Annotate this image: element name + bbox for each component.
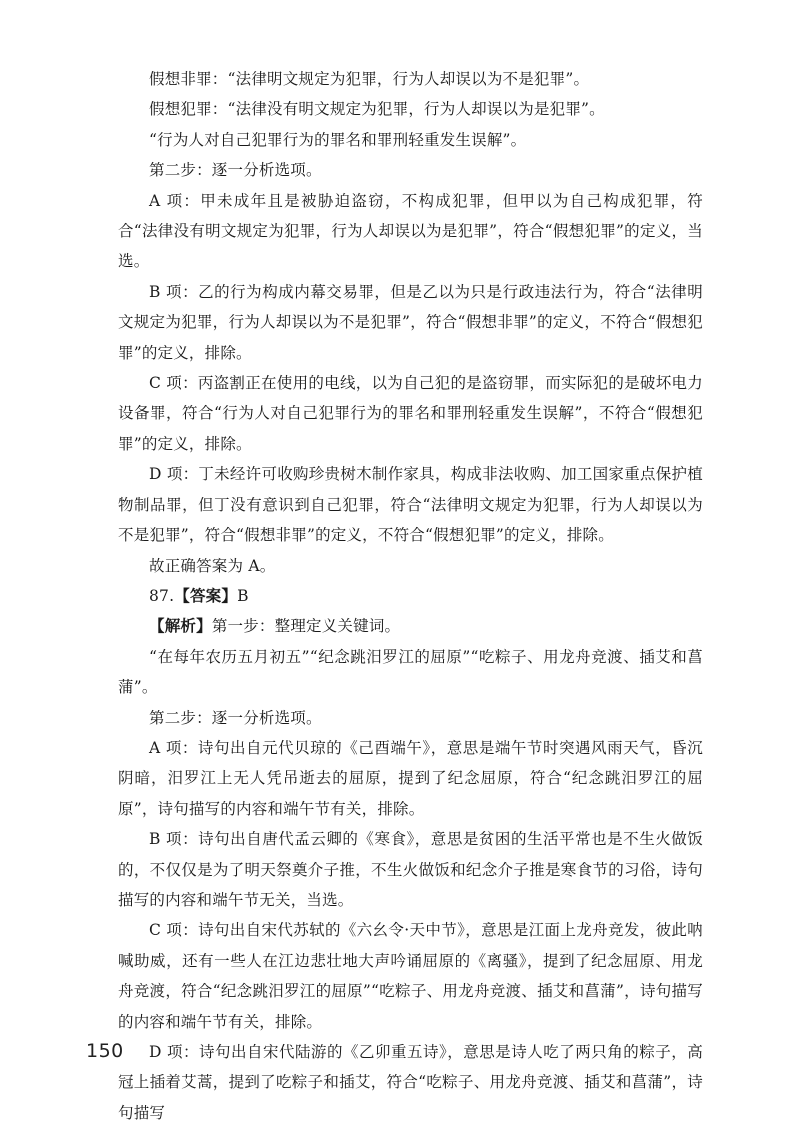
- paragraph: B 项：乙的行为构成内幕交易罪，但是乙以为只是行政违法行为，符合“法律明文规定为犯罪，行为人却误以为不是犯罪”，符合“假想非罪”的定义，不符合“假想犯罪”的定义，排除。: [118, 282, 703, 362]
- paragraph: 假想非罪：“法律明文规定为犯罪，行为人却误以为不是犯罪”。: [149, 70, 590, 88]
- paragraph: 第二步：逐一分析选项。: [149, 161, 322, 180]
- paragraph: D 项：诗句出自宋代陆游的《乙卯重五诗》，意思是诗人吃了两只角的粽子，高冠上插着艾蒿，提到了吃粽子和插艾，符合“吃粽子、用龙舟竞渡、插艾和菖蒲”，诗句描写: [118, 1043, 703, 1122]
- analysis-text: 第一步：整理定义关键词。: [211, 617, 401, 636]
- question-number: 87.: [149, 586, 175, 605]
- answer-line: [118, 581, 703, 611]
- paragraph: 故正确答案为 A。: [149, 556, 276, 575]
- paragraph: A 项：诗句出自元代贝琼的《己酉端午》，意思是端午节时突遇风雨天气，昏沉阴暗，汨罗江上无人凭吊逝去的屈原，提到了纪念屈原，符合“纪念跳汨罗江的屈原”，诗句描写的内容和端午节有关，排除。: [118, 738, 703, 818]
- analysis-line: [118, 611, 703, 641]
- paragraph: A 项：甲未成年且是被胁迫盗窃，不构成犯罪，但甲以为自己构成犯罪，符合“法律没有明文规定为犯罪，行为人却误以为是犯罪”，符合“假想犯罪”的定义，当选。: [118, 191, 703, 271]
- paragraph: D 项：丁未经许可收购珍贵树木制作家具，构成非法收购、加工国家重点保护植物制品罪，但丁没有意识到自己犯罪，符合“法律明文规定为犯罪，行为人却误以为不是犯罪”，符合“假想非罪”的定义，不符合“假想犯罪”的定义，排除。: [118, 465, 703, 545]
- paragraph: “行为人对自己犯罪行为的罪名和罪刑轻重发生误解”。: [149, 130, 527, 149]
- page-number: 150: [86, 1040, 124, 1062]
- paragraph: B 项：诗句出自唐代孟云卿的《寒食》，意思是贫困的生活平常也是不生火做饭的，不仅仅是为了明天祭奠介子推，不生火做饭和纪念介子推是寒食节的习俗，诗句描写的内容和端午节无关，当选。: [118, 830, 703, 909]
- page-body: [118, 64, 703, 1128]
- analysis-label: 【解析】: [149, 617, 212, 636]
- paragraph: C 项：丙盗割正在使用的电线，以为自己犯的是盗窃罪，而实际犯的是破坏电力设备罪，符合“行为人对自己犯罪行为的罪名和罪刑轻重发生误解”，不符合“假想犯罪”的定义，排除。: [118, 374, 703, 453]
- paragraph: 第二步：逐一分析选项。: [149, 708, 322, 727]
- paragraph: 假想犯罪：“法律没有明文规定为犯罪，行为人却误以为是犯罪”。: [149, 100, 605, 119]
- answer-label: 【答案】: [174, 586, 238, 605]
- paragraph: C 项：诗句出自宋代苏轼的《六幺令·天中节》，意思是江面上龙舟竞发，彼此呐喊助威，还有一些人在江边悲壮地大声吟诵屈原的《离骚》，提到了纪念屈原、用龙舟竞渡，符合“纪念跳汨罗江的屈原”“吃粽子、用龙舟竞渡、插艾和菖蒲”，诗句描写的内容和端午节有关，排除。: [118, 921, 703, 1031]
- paragraph: “在每年农历五月初五”“纪念跳汨罗江的屈原”“吃粽子、用龙舟竞渡、插艾和菖蒲”。: [118, 647, 703, 697]
- answer-value: B: [237, 586, 249, 605]
